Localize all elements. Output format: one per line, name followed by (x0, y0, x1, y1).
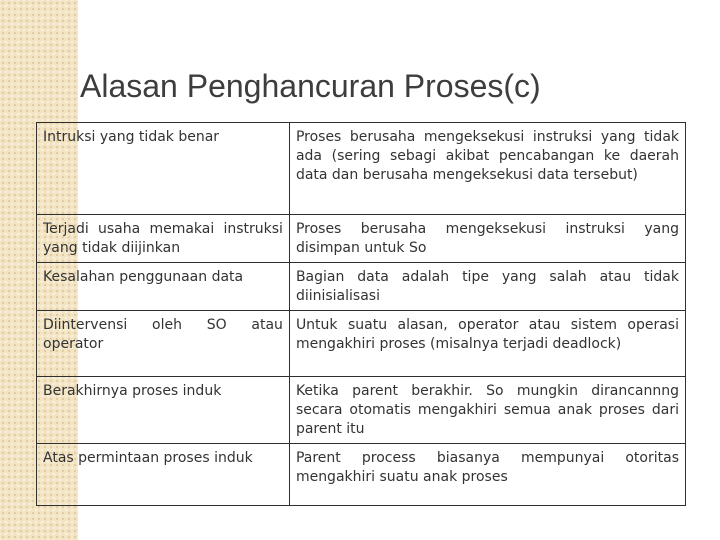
table-row (37, 444, 686, 506)
description-cell: Untuk suatu alasan, operator atau sistem operasi mengakhiri proses (misalnya terjadi deadlock) (289, 311, 685, 377)
reason-cell: Kesalahan penggunaan data (37, 263, 290, 311)
termination-reasons-table (36, 122, 686, 506)
reason-cell: Intruksi yang tidak benar (37, 123, 290, 215)
slide-title: Alasan Penghancuran Proses(c) (80, 68, 541, 104)
reason-cell: Diintervensi oleh SO atau operator (37, 311, 290, 377)
description-cell: Bagian data adalah tipe yang salah atau tidak diinisialisasi (289, 263, 685, 311)
reason-cell: Atas permintaan proses induk (37, 444, 290, 506)
description-cell: Ketika parent berakhir. So mungkin dirancannng secara otomatis mengakhiri semua anak proses dari parent itu (289, 377, 685, 444)
description-cell: Parent process biasanya mempunyai otoritas mengakhiri suatu anak proses (289, 444, 685, 506)
description-cell: Proses berusaha mengeksekusi instruksi yang disimpan untuk So (289, 215, 685, 263)
reason-cell: Terjadi usaha memakai instruksi yang tidak diijinkan (37, 215, 290, 263)
table-row (37, 263, 686, 311)
reason-cell: Berakhirnya proses induk (37, 377, 290, 444)
table-row (37, 311, 686, 377)
table-row (37, 377, 686, 444)
description-cell: Proses berusaha mengeksekusi instruksi yang tidak ada (sering sebagi akibat pencabangan ke daerah data dan berusaha mengeksekusi data tersebut) (289, 123, 685, 215)
table-row (37, 123, 686, 215)
table-row (37, 215, 686, 263)
